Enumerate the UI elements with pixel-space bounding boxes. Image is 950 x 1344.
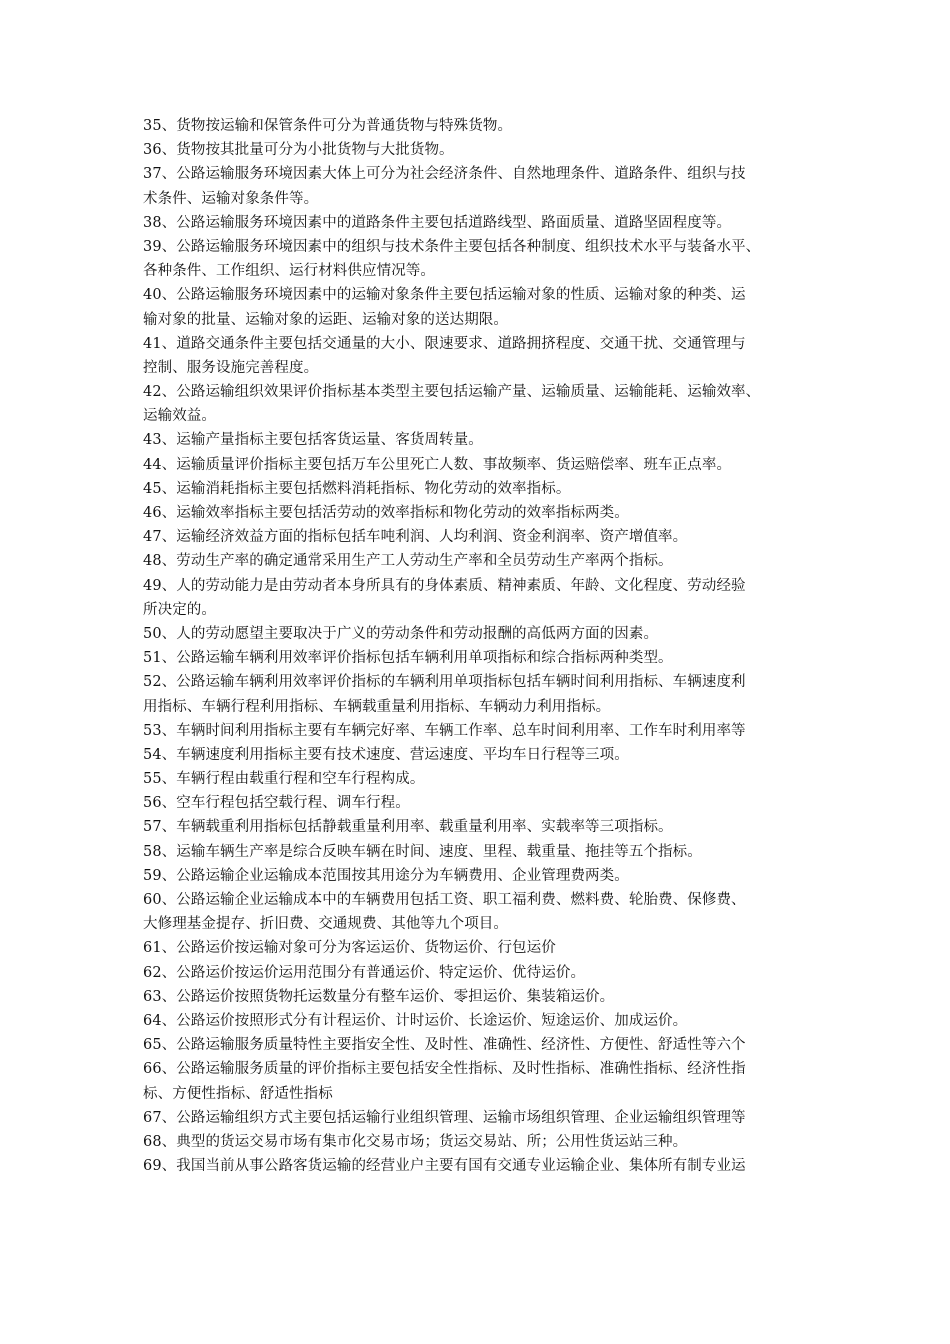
text-line: 54、车辆速度利用指标主要有技术速度、营运速度、平均车日行程等三项。 [143,746,629,763]
document-body [143,114,833,1178]
text-line: 64、公路运价按照形式分有计程运价、计时运价、长途运价、短途运价、加成运价。 [143,1012,688,1029]
text-line: 术条件、运输对象条件等。 [143,190,319,207]
text-line: 39、公路运输服务环境因素中的组织与技术条件主要包括各种制度、组织技术水平与装备水平、 [143,238,761,255]
text-line: 41、道路交通条件主要包括交通量的大小、限速要求、道路拥挤程度、交通干扰、交通管理与 [143,335,746,352]
text-line: 63、公路运价按照货物托运数量分有整车运价、零担运价、集装箱运价。 [143,988,615,1005]
text-line: 47、运输经济效益方面的指标包括车吨利润、人均利润、资金利润率、资产增值率。 [143,529,688,546]
text-line: 52、公路运输车辆利用效率评价指标的车辆利用单项指标包括车辆时间利用指标、车辆速度利 [143,674,746,691]
text-line: 44、运输质量评价指标主要包括万车公里死亡人数、事故频率、货运赔偿率、班车正点率。 [143,456,732,473]
text-line: 57、车辆载重利用指标包括静载重量利用率、载重量利用率、实载率等三项指标。 [143,819,673,836]
text-line: 标、方便性指标、舒适性指标 [143,1085,333,1102]
text-line: 68、典型的货运交易市场有集市化交易市场；货运交易站、所；公用性货运站三种。 [143,1133,688,1150]
text-line: 各种条件、工作组织、运行材料供应情况等。 [143,263,435,280]
text-line: 所决定的。 [143,601,216,618]
text-line: 48、劳动生产率的确定通常采用生产工人劳动生产率和全员劳动生产率两个指标。 [143,553,673,570]
text-line: 51、公路运输车辆利用效率评价指标包括车辆利用单项指标和综合指标两种类型。 [143,650,673,667]
text-line: 40、公路运输服务环境因素中的运输对象条件主要包括运输对象的性质、运输对象的种类、运 [143,287,746,304]
text-line: 56、空车行程包括空载行程、调车行程。 [143,795,410,812]
text-line: 62、公路运价按运价运用范围分有普通运价、特定运价、优待运价。 [143,964,586,981]
text-line: 用指标、车辆行程利用指标、车辆载重量利用指标、车辆动力利用指标。 [143,698,611,715]
text-line: 49、人的劳动能力是由劳动者本身所具有的身体素质、精神素质、年龄、文化程度、劳动经验 [143,577,746,594]
text-line: 42、公路运输组织效果评价指标基本类型主要包括运输产量、运输质量、运输能耗、运输效率、 [143,384,761,401]
text-line: 35、货物按运输和保管条件可分为普通货物与特殊货物。 [143,118,513,134]
text-line: 58、运输车辆生产率是综合反映车辆在时间、速度、里程、载重量、拖挂等五个指标。 [143,843,702,860]
text-line: 50、人的劳动愿望主要取决于广义的劳动条件和劳动报酬的高低两方面的因素。 [143,625,659,642]
text-line: 输对象的批量、运输对象的运距、运输对象的送达期限。 [143,311,508,328]
text-line: 运输效益。 [143,408,216,425]
text-line: 55、车辆行程由载重行程和空车行程构成。 [143,771,425,788]
text-line: 65、公路运输服务质量特性主要指安全性、及时性、准确性、经济性、方便性、舒适性等六个 [143,1037,746,1054]
text-line: 61、公路运价按运输对象可分为客运运价、货物运价、行包运价 [143,940,556,957]
text-line: 60、公路运输企业运输成本中的车辆费用包括工资、职工福利费、燃料费、轮胎费、保修费、 [143,892,746,908]
text-line: 66、公路运输服务质量的评价指标主要包括安全性指标、及时性指标、准确性指标、经济性指 [143,1061,746,1078]
text-line: 大修理基金提存、折旧费、交通规费、其他等九个项目。 [143,916,508,933]
text-line: 控制、服务设施完善程度。 [143,359,319,376]
text-line: 37、公路运输服务环境因素大体上可分为社会经济条件、自然地理条件、道路条件、组织与技 [143,166,746,183]
text-line: 45、运输消耗指标主要包括燃料消耗指标、物化劳动的效率指标。 [143,480,571,497]
text-line: 67、公路运输组织方式主要包括运输行业组织管理、运输市场组织管理、企业运输组织管理等 [143,1109,746,1126]
text-line: 43、运输产量指标主要包括客货运量、客货周转量。 [143,432,483,449]
text-line: 53、车辆时间利用指标主要有车辆完好率、车辆工作率、总车时间利用率、工作车时利用率等 [143,722,746,739]
text-line: 36、货物按其批量可分为小批货物与大批货物。 [143,142,454,159]
text-line: 46、运输效率指标主要包括活劳动的效率指标和物化劳动的效率指标两类。 [143,505,629,521]
text-line: 59、公路运输企业运输成本范围按其用途分为车辆费用、企业管理费两类。 [143,867,629,884]
text-line: 69、我国当前从事公路客货运输的经营业户主要有国有交通专业运输企业、集体所有制专业运 [143,1158,746,1175]
text-line: 38、公路运输服务环境因素中的道路条件主要包括道路线型、路面质量、道路坚固程度等。 [143,214,732,231]
